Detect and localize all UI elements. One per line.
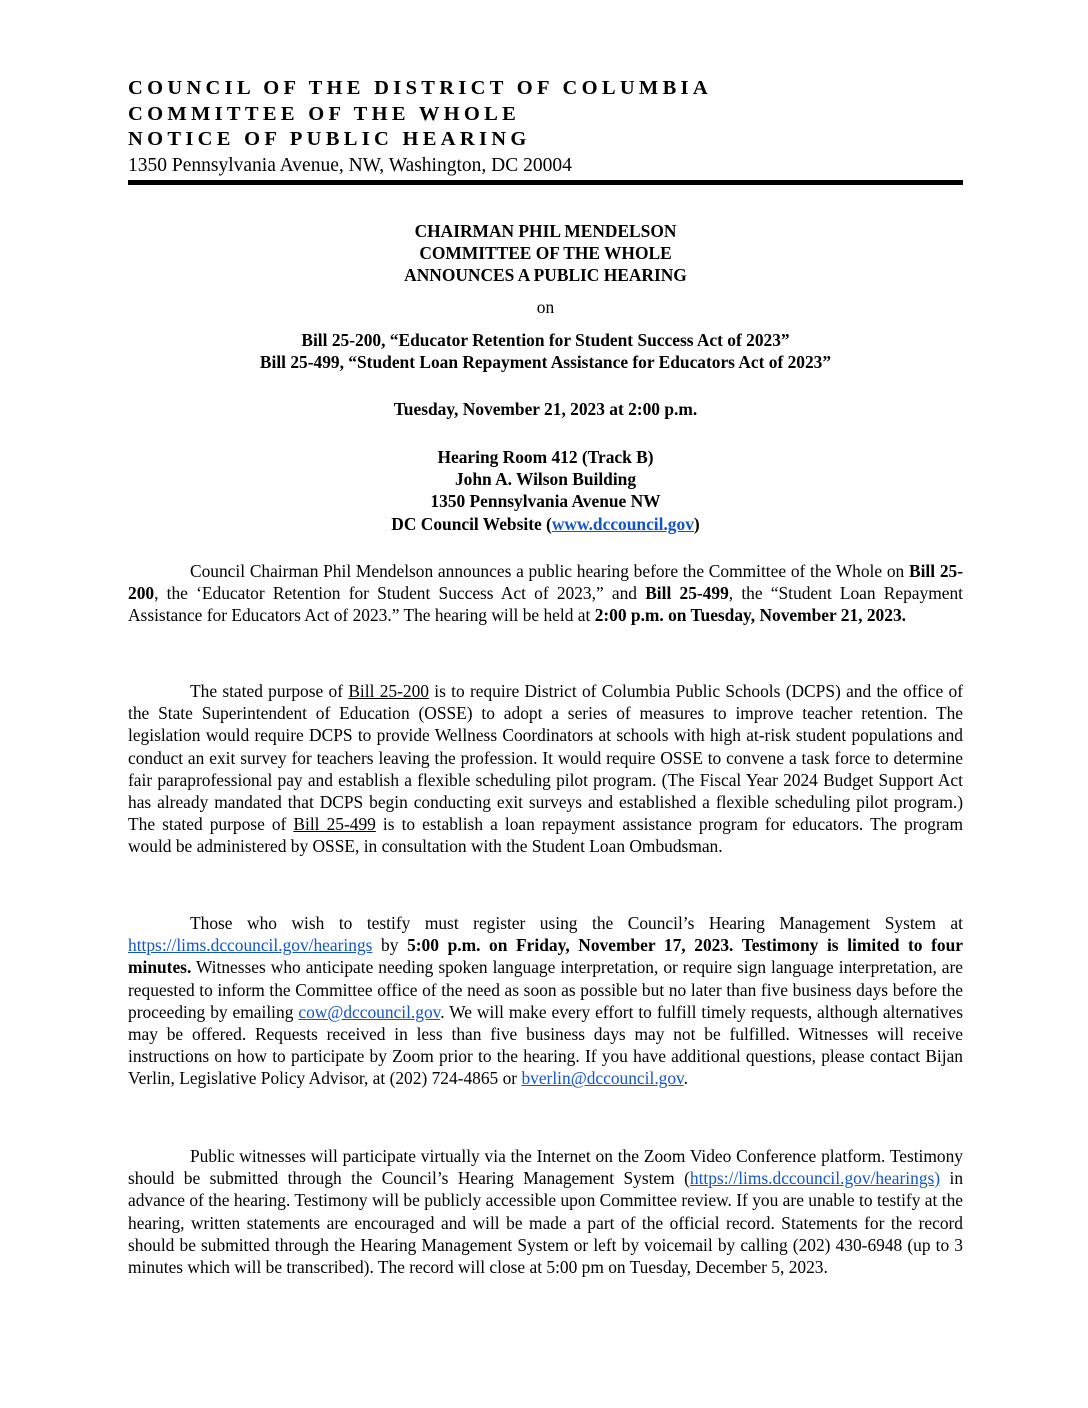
paragraph-testify [128,912,963,1090]
para3-text-1: Those who wish to testify must register using the Council’s Hearing Management System at [190,913,963,933]
hearing-street: 1350 Pennsylvania Avenue NW [430,491,661,511]
announce-on: on [536,297,555,317]
para1-text-3: , the “Student Loan Repayment Assistance for Educators Act of 2023.” The hearing will be held at [128,583,963,626]
para3-text-4: . We will make every effort to fulfill timely requests, although alternatives may be offered. Requests received in less than five business days may not be fulfilled. Witnesses will receive instructions on how to participate by Zoom prior to the hearing. If you have additional questions, please contact Bijan Verlin, Legislative Policy Advisor, at (202) 724-4865 or [128,1001,963,1089]
para1-bill-25-200: Bill 25-200 [128,561,964,604]
letterhead [128,76,712,178]
announce-hearing: ANNOUNCES A PUBLIC HEARING [404,265,687,285]
hearings-system-link-2[interactable]: https://lims.dccouncil.gov/hearings) [689,1168,941,1189]
para1-text-2: , the ‘Educator Retention for Student Success Act of 2023,” and [154,583,646,604]
letterhead-council: COUNCIL OF THE DISTRICT OF COLUMBIA [128,77,712,99]
council-website-link[interactable]: www.dccouncil.gov [551,514,694,534]
para4-text-1: Public witnesses will participate virtually via the Internet on the Zoom Video Conference platform. Testimony should be submitted through the Council’s Hearing Management System ( [128,1146,963,1189]
paragraph-virtual [128,1145,963,1278]
hearing-building: John A. Wilson Building [454,469,637,489]
letterhead-address: 1350 Pennsylvania Avenue, NW, Washington, DC 20004 [128,154,572,176]
hearing-datetime: Tuesday, November 21, 2023 at 2:00 p.m. [393,399,698,419]
hearings-system-link[interactable]: https://lims.dccouncil.gov/hearings [128,935,373,956]
website-suffix: ) [693,514,700,534]
para3-deadline: 5:00 p.m. on Friday, November 17, 2023. Testimony is limited to four minutes. [128,935,963,978]
para3-text-3: Witnesses who anticipate needing spoken language interpretation, or require sign language interpretation, are requested to inform the Committee office of the need as soon as possible but no later than five business days before the proceeding by emailing [128,957,963,1022]
paragraph-purpose [128,680,963,858]
committee-email-link[interactable]: cow@dccouncil.gov [298,1001,441,1022]
announce-committee: COMMITTEE OF THE WHOLE [419,243,672,263]
para4-text-2: in advance of the hearing. Testimony will be publicly accessible upon Committee review. If you are unable to testify at the hearing, written statements are encouraged and will be made a part of the official record. Statements for the record should be submitted through the Hearing Management System or left by voicemail by calling (202) 430-6948 (up to 3 minutes which will be transcribed). The record will close at 5:00 pm on Tuesday, December 5, 2023. [128,1168,964,1278]
website-prefix: DC Council Website ( [391,514,552,534]
para3-text-5: . [683,1068,688,1089]
advisor-email-link[interactable]: bverlin@dccouncil.gov [521,1068,684,1089]
para2-text-2: is to require District of Columbia Public Schools (DCPS) and the office of the State Superintendent of Education (OSSE) to adopt a series of measures to improve teacher retention. The legislation would require DCPS to provide Wellness Coordinators at schools with high at-risk student populations and conduct an exit survey for teachers leaving the profession. It would require OSSE to convene a task force to determine fair paraprofessional pay and establish a flexible scheduling pilot program. (The Fiscal Year 2024 Budget Support Act has already mandated that DCPS begin conducting exit surveys and established a flexible scheduling pilot program.) The stated purpose of [128,681,964,835]
paragraph-announcement [128,560,963,627]
bill-title-25-200: Bill 25-200, “Educator Retention for Student Success Act of 2023” [301,330,790,350]
letterhead-notice: NOTICE OF PUBLIC HEARING [128,128,531,150]
letterhead-committee: COMMITTEE OF THE WHOLE [128,102,521,125]
para3-text-2: by [372,935,408,956]
para2-bill-25-200-link[interactable]: Bill 25-200 [348,681,429,701]
para2-bill-25-499-link[interactable]: Bill 25-499 [293,814,376,835]
para2-text-3: is to establish a loan repayment assistance program for educators. The program would be administered by OSSE, in consultation with the Student Loan Ombudsman. [128,814,963,857]
para1-text-1: Council Chairman Phil Mendelson announces a public hearing before the Committee of the Whole on [190,561,909,581]
para1-bill-25-499: Bill 25-499 [645,583,729,604]
council-website-line [128,513,963,535]
para2-text-1: The stated purpose of [190,681,349,701]
bill-title-25-499: Bill 25-499, “Student Loan Repayment Assistance for Educators Act of 2023” [259,352,832,372]
announce-chairman: CHAIRMAN PHIL MENDELSON [414,221,677,241]
hearing-room: Hearing Room 412 (Track B) [437,447,654,467]
para1-hearing-time: 2:00 p.m. on Tuesday, November 21, 2023. [594,605,906,626]
header-divider [128,180,963,185]
